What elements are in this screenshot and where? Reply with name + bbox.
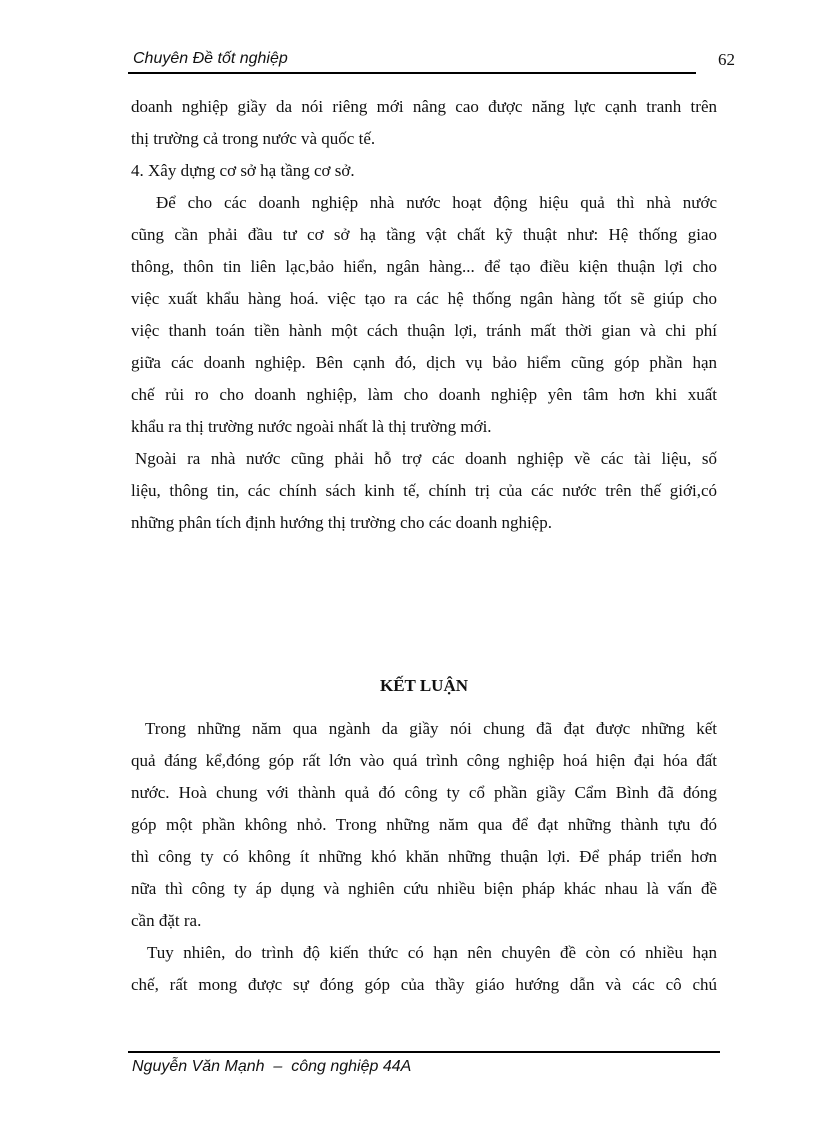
text-line: việc thanh toán tiền hành một cách thuận lợi, tránh mất thời gian và chi phí (131, 321, 717, 340)
text-line: Để cho các doanh nghiệp nhà nước hoạt động hiệu quả thì nhà nước (156, 193, 717, 212)
running-footer: Nguyễn Văn Mạnh – công nghiệp 44A (132, 1058, 412, 1075)
conclusion-heading: KẾT LUẬN (379, 676, 468, 695)
body-section-1 (131, 91, 717, 539)
text-line: quả đáng kể,đóng góp rất lớn vào quá trình công nghiệp hoá hiện đại hóa đất (131, 751, 717, 770)
text-line: chế rủi ro cho doanh nghiệp, làm cho doanh nghiệp yên tâm hơn khi xuất (131, 385, 717, 404)
text-line: doanh nghiệp giầy da nói riêng mới nâng cao được năng lực cạnh tranh trên (131, 97, 717, 116)
page-number: 62 (718, 50, 735, 69)
section-subheading: 4. Xây dựng cơ sở hạ tầng cơ sở. (131, 161, 355, 180)
text-line: cũng cần phải đầu tư cơ sở hạ tầng vật chất kỹ thuật như: Hệ thống giao (131, 225, 717, 244)
text-line: khẩu ra thị trường nước ngoài nhất là thị trường mới. (131, 417, 492, 436)
text-line: nữa thì công ty áp dụng và nghiên cứu nhiều biện pháp khác nhau là vấn đề (131, 879, 717, 898)
text-line: giữa các doanh nghiệp. Bên cạnh đó, dịch vụ bảo hiểm cũng góp phần hạn (131, 353, 717, 372)
text-line: thị trường cả trong nước và quốc tế. (131, 129, 376, 148)
text-line: Tuy nhiên, do trình độ kiến thức có hạn nên chuyên đề còn có nhiều hạn (147, 943, 717, 962)
text-line: nước. Hoà chung với thành quả đó công ty cổ phần giầy Cẩm Bình đã đóng (131, 783, 717, 802)
text-line: việc xuất khẩu hàng hoá. việc tạo ra các hệ thống ngân hàng tốt sẽ giúp cho (131, 289, 717, 308)
footer-divider (128, 1051, 720, 1053)
text-line: liệu, thông tin, các chính sách kinh tế, chính trị của các nước trên thế giới,có (131, 481, 717, 500)
text-line: thông, thôn tin liên lạc,bảo hiển, ngân hàng... để tạo điều kiện thuận lợi cho (131, 257, 717, 276)
running-header-title: Chuyên Đề tốt nghiệp (133, 50, 288, 67)
text-line: chế, rất mong được sự đóng góp của thầy giáo hướng dẫn và các cô chú (131, 975, 717, 994)
text-line: thì công ty có không ít những khó khăn những thuận lợi. Để pháp triển hơn (131, 847, 717, 866)
text-line: Trong những năm qua ngành da giầy nói chung đã đạt được những kết (145, 719, 717, 738)
text-line: Ngoài ra nhà nước cũng phải hỗ trợ các doanh nghiệp về các tài liệu, số (135, 449, 717, 468)
conclusion-body (131, 713, 717, 1001)
text-line: những phân tích định hướng thị trường cho các doanh nghiệp. (131, 513, 552, 532)
header-divider (128, 72, 696, 74)
text-line: góp một phần không nhỏ. Trong những năm qua để đạt những thành tựu đó (131, 815, 717, 834)
text-line: cần đặt ra. (131, 911, 202, 930)
